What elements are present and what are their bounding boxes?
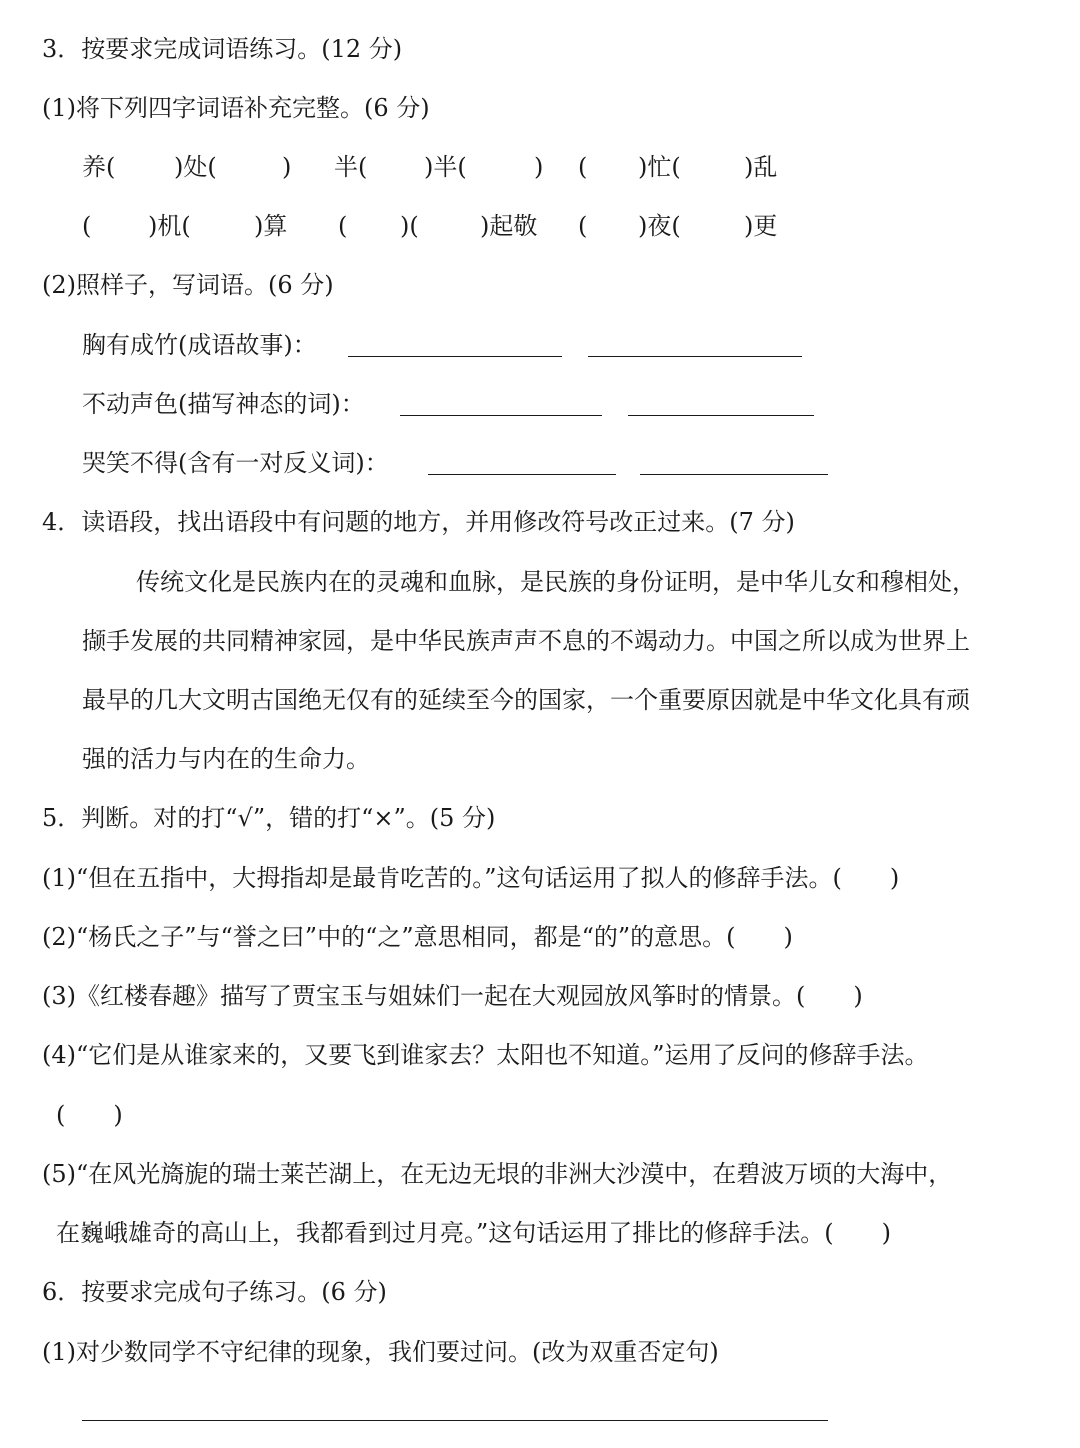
- q3-title: 3．按要求完成词语练习。(12 分): [42, 35, 403, 63]
- example-chengyu-story-label: 胸有成竹(成语故事)：: [82, 331, 317, 359]
- idiom-fragment: )更: [744, 212, 778, 240]
- idiom-fragment: ): [282, 153, 292, 181]
- judgment-item: (5)“在风光旖旎的瑞士莱芒湖上，在无边无垠的非洲大沙漠中，在碧波万顷的大海中，: [42, 1160, 953, 1188]
- idiom-fragment: )起敬: [480, 212, 538, 240]
- idiom-fragment: )算: [254, 212, 288, 240]
- idiom-fragment: (: [578, 212, 588, 240]
- example-expression-word-label: 不动声色(描写神态的词)：: [82, 390, 365, 418]
- example-antonym-word-label: 哭笑不得(含有一对反义词)：: [82, 449, 389, 477]
- sentence-answer-line[interactable]: [82, 1420, 828, 1421]
- idiom-fragment: 半(: [334, 153, 368, 181]
- judgment-item: (3)《红楼春趣》描写了贾宝玉与姐妹们一起在大观园放风筝时的情景。( ): [42, 982, 863, 1010]
- answer-blank[interactable]: [640, 452, 828, 475]
- answer-blank[interactable]: [400, 393, 602, 416]
- judgment-item: (2)“杨氏之子”与“誉之曰”中的“之”意思相同，都是“的”的意思。( ): [42, 923, 793, 951]
- idiom-fragment: (: [82, 212, 92, 240]
- idiom-fragment: )机(: [148, 212, 191, 240]
- q6-title: 6．按要求完成句子练习。(6 分): [42, 1278, 387, 1306]
- idiom-fragment: )夜(: [638, 212, 681, 240]
- idiom-fragment: 养(: [82, 153, 116, 181]
- idiom-fragment: )半(: [424, 153, 467, 181]
- paragraph-line: 撷手发展的共同精神家园，是中华民族声声不息的不竭动力。中国之所以成为世界上: [82, 627, 970, 655]
- idiom-fragment: )处(: [174, 153, 217, 181]
- idiom-fragment: (: [338, 212, 348, 240]
- idiom-fragment: )(: [400, 212, 419, 240]
- idiom-fragment: ): [534, 153, 544, 181]
- q3-part1-title: (1)将下列四字词语补充完整。(6 分): [42, 94, 430, 122]
- q4-title: 4．读语段，找出语段中有问题的地方，并用修改符号改正过来。(7 分): [42, 508, 795, 536]
- answer-blank[interactable]: [348, 334, 562, 357]
- judgment-item: (4)“它们是从谁家来的，又要飞到谁家去？太阳也不知道。”运用了反问的修辞手法。: [42, 1041, 929, 1069]
- idiom-fragment: (: [578, 153, 588, 181]
- q6-part1-prompt: (1)对少数同学不守纪律的现象，我们要过问。(改为双重否定句): [42, 1338, 719, 1366]
- idiom-fragment: )乱: [744, 153, 778, 181]
- answer-blank[interactable]: [588, 334, 802, 357]
- q5-title: 5．判断。对的打“√”，错的打“×”。(5 分): [42, 804, 496, 832]
- answer-blank[interactable]: [428, 452, 616, 475]
- idiom-fragment: )忙(: [638, 153, 681, 181]
- judgment-item-continued: 在巍峨雄奇的高山上，我都看到过月亮。”这句话运用了排比的修辞手法。( ): [56, 1219, 891, 1247]
- judgment-answer-box[interactable]: ( ): [56, 1101, 123, 1129]
- q3-part2-title: (2)照样子，写词语。(6 分): [42, 271, 334, 299]
- paragraph-line: 强的活力与内在的生命力。: [82, 745, 370, 773]
- judgment-item: (1)“但在五指中，大拇指却是最肯吃苦的。”这句话运用了拟人的修辞手法。( ): [42, 864, 900, 892]
- paragraph-line: 传统文化是民族内在的灵魂和血脉，是民族的身份证明，是中华儿女和穆相处，: [136, 568, 976, 596]
- paragraph-line: 最早的几大文明古国绝无仅有的延续至今的国家，一个重要原因就是中华文化具有顽: [82, 686, 970, 714]
- answer-blank[interactable]: [628, 393, 814, 416]
